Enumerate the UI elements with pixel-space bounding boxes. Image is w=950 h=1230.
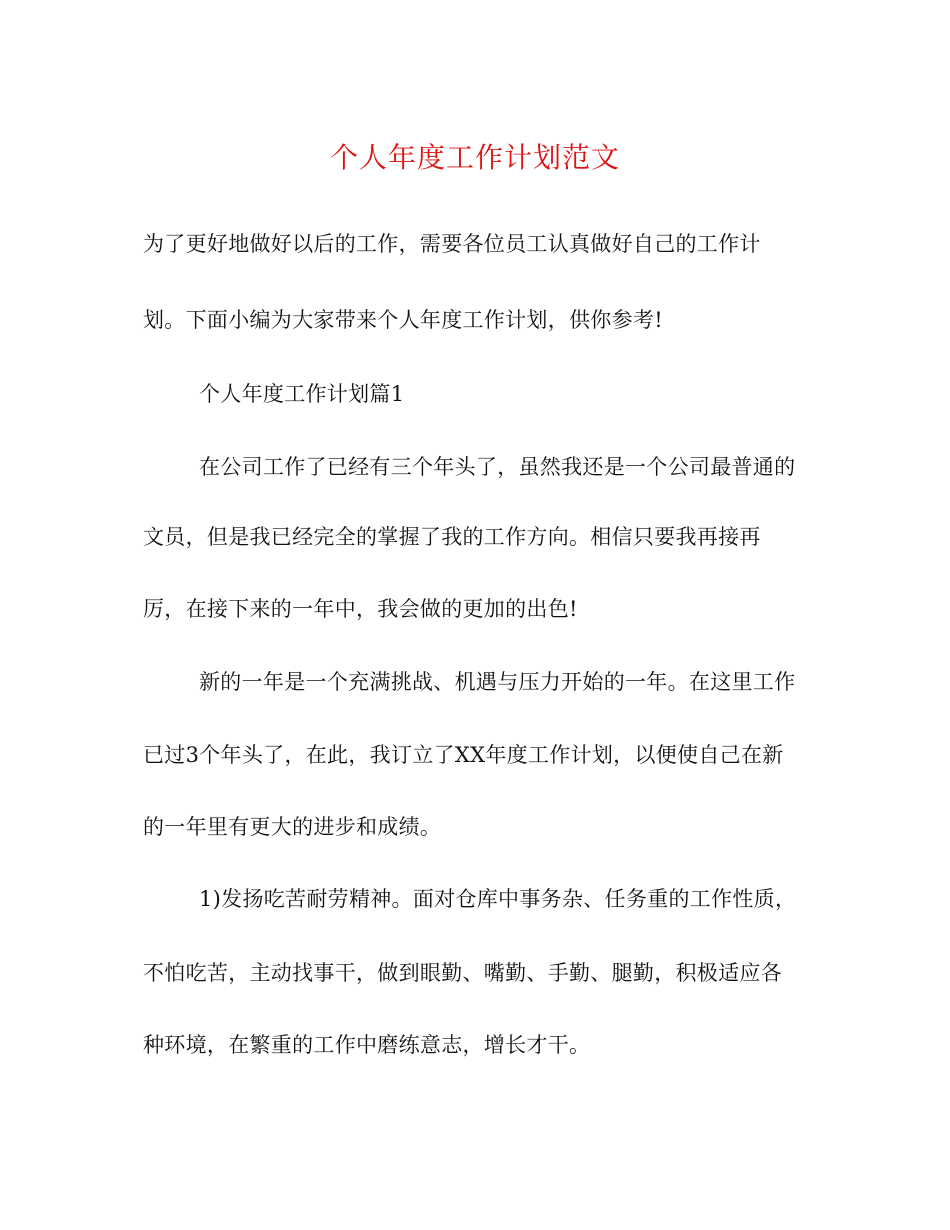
paragraph-line: 的一年里有更大的进步和成绩。 xyxy=(143,815,442,839)
paragraph-line: 1)发扬吃苦耐劳精神。面对仓库中事务杂、任务重的工作性质， xyxy=(199,887,797,911)
paragraph-line: 种环境，在繁重的工作中磨练意志，增长才干。 xyxy=(143,1033,591,1057)
paragraph-line: 为了更好地做好以后的工作，需要各位员工认真做好自己的工作计 xyxy=(143,232,761,256)
paragraph-line: 划。下面小编为大家带来个人年度工作计划，供你参考! xyxy=(143,308,663,332)
paragraph-line: 文员，但是我已经完全的掌握了我的工作方向。相信只要我再接再 xyxy=(143,525,761,549)
paragraph-line: 在公司工作了已经有三个年头了，虽然我还是一个公司最普通的 xyxy=(199,455,796,479)
paragraph-line: 已过3个年头了，在此，我订立了XX年度工作计划，以便使自己在新 xyxy=(143,743,784,767)
section-heading: 个人年度工作计划篇1 xyxy=(199,382,405,406)
paragraph-line: 厉，在接下来的一年中，我会做的更加的出色! xyxy=(143,597,578,621)
document-title: 个人年度工作计划范文 xyxy=(329,141,620,174)
paragraph-line: 不怕吃苦，主动找事干，做到眼勤、嘴勤、手勤、腿勤，积极适应各 xyxy=(143,961,782,985)
paragraph-line: 新的一年是一个充满挑战、机遇与压力开始的一年。在这里工作 xyxy=(199,670,796,694)
